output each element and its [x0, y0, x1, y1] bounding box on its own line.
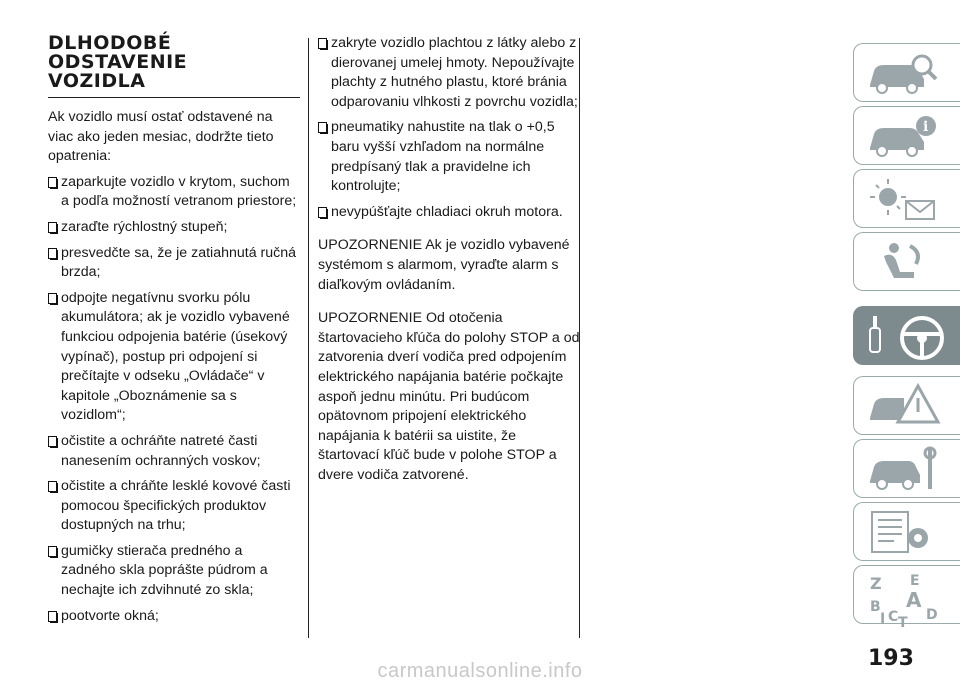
tab-technical-specifications[interactable]	[853, 502, 960, 561]
svg-text:B: B	[870, 599, 881, 615]
page-number: 193	[868, 646, 914, 671]
checkbox-bullet-icon	[318, 38, 327, 48]
tab-starting-and-driving[interactable]	[853, 232, 960, 291]
checkbox-bullet-icon	[48, 222, 57, 232]
list-item: očistite a ochráňte natreté časti nanesením ochranných voskov;	[48, 432, 300, 471]
checkbox-bullet-icon	[318, 207, 327, 217]
section-heading	[48, 34, 300, 98]
svg-text:I: I	[880, 611, 886, 627]
intro-paragraph: Ak vozidlo musí ostať odstavené na viac ako jeden mesiac, dodržte tieto opatrenia:	[48, 109, 274, 165]
car-warning-triangle-icon	[864, 382, 944, 430]
warning-lights-icon	[864, 175, 944, 223]
tab-index[interactable]	[853, 565, 960, 627]
checkbox-bullet-icon	[318, 122, 327, 132]
car-info-icon	[864, 112, 944, 160]
tab-safety[interactable]	[853, 169, 960, 228]
technical-data-icon	[864, 508, 944, 556]
seat-airbag-icon	[864, 238, 944, 286]
key-steering-wheel-icon	[864, 312, 954, 364]
list-item: zaraďte rýchlostný stupeň;	[48, 218, 300, 238]
svg-text:C: C	[888, 609, 899, 625]
precautions-list	[48, 173, 300, 626]
left-column	[48, 34, 300, 632]
car-magnifier-icon	[864, 49, 944, 97]
list-item: zakryte vozidlo plachtou z látky alebo z dierovanej umelej hmoty. Nepoužívajte plachty z hutného plastu, ktoré bránia odparovaniu vlhkosti z povrchu vozidla;	[318, 34, 580, 112]
list-item: zaparkujte vozidlo v krytom, suchom a podľa možností vetranom priestore;	[48, 173, 300, 212]
svg-text:T: T	[898, 615, 908, 627]
svg-text:Z: Z	[870, 574, 882, 593]
list-item: nevypúšťajte chladiaci okruh motora.	[318, 203, 580, 223]
warning-note-battery: UPOZORNENIE Od otočenia štartovacieho kľúča do polohy STOP a od zatvorenia dverí vodiča pred odpojením elektrického napájania batérie počkajte aspoň jednu minútu. Pri budúcom opätovnom pripojení elektrického napájania k batérii sa uistite, že štartovací kľúč bude v polohe STOP a dvere vodiča zatvorené.	[318, 310, 580, 483]
column-divider	[308, 38, 309, 638]
checkbox-bullet-icon	[48, 177, 57, 187]
checkbox-bullet-icon	[48, 611, 57, 621]
list-item: odpojte negatívnu svorku pólu akumulátora; ak je vozidlo vybavené funkciou odpojenia batérie (úsekový vypínač), postup pri odpojení si prečítajte v odseku „Ovládače“ v kapitole „Oboznámenie sa s vozidlom“;	[48, 289, 300, 426]
svg-text:i: i	[923, 119, 929, 135]
watermark: carmanualsonline.info	[377, 660, 583, 682]
precautions-list-continued	[318, 34, 580, 222]
car-wrench-icon	[864, 445, 944, 493]
list-item: pneumatiky nahustite na tlak o +0,5 baru vyšší vzhľadom na normálne predpísaný tlak a pravidelne ich kontrolujte;	[318, 118, 580, 196]
checkbox-bullet-icon	[48, 436, 57, 446]
right-column	[318, 34, 580, 485]
checkbox-bullet-icon	[48, 481, 57, 491]
tab-servicing-and-care[interactable]	[853, 439, 960, 498]
checkbox-bullet-icon	[48, 248, 57, 258]
svg-text:D: D	[926, 607, 938, 623]
svg-text:A: A	[906, 588, 922, 612]
warning-note-alarm: UPOZORNENIE Ak je vozidlo vybavené systémom s alarmom, vyraďte alarm s diaľkovým ovládaním.	[318, 237, 570, 293]
checkbox-bullet-icon	[48, 293, 57, 303]
tab-in-an-emergency[interactable]	[853, 306, 960, 365]
tab-warning-lights[interactable]	[853, 376, 960, 435]
checkbox-bullet-icon	[48, 546, 57, 556]
alphabetical-index-icon	[864, 571, 944, 627]
list-item: presvedčte sa, že je zatiahnutá ručná brzda;	[48, 244, 300, 283]
heading-line: VOZIDLA	[48, 70, 146, 92]
list-item: gumičky stierača predného a zadného skla poprášte púdrom a nechajte ich zdvihnuté zo skla;	[48, 542, 300, 601]
heading-line: DLHODOBÉ	[48, 32, 172, 54]
heading-line: ODSTAVENIE	[48, 51, 188, 73]
tab-instrument-panel[interactable]	[853, 106, 960, 165]
list-item: očistite a chráňte lesklé kovové časti pomocou špecifických produktov dostupných na trhu;	[48, 477, 300, 536]
tab-getting-to-know-car[interactable]	[853, 43, 960, 102]
list-item: pootvorte okná;	[48, 607, 300, 627]
svg-text:E: E	[910, 573, 920, 589]
